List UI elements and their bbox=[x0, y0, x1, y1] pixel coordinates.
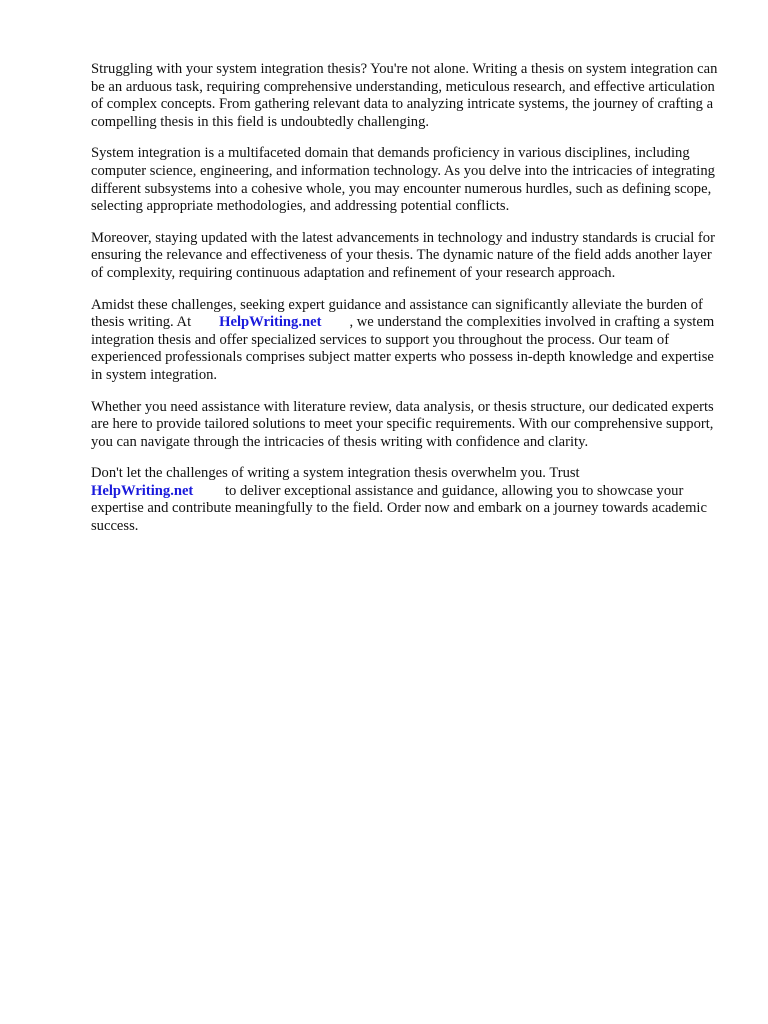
paragraph-support: Whether you need assistance with literature review, data analysis, or thesis structure, our dedicated experts are here to provide tailored solutions to meet your specific requirements. With our comprehensive support, you can navigate through the intricacies of thesis writing with confidence and clarity. bbox=[91, 398, 714, 450]
paragraph-guidance-text-after: , we understand the complexities involved in crafting a system integration thesis and offer specialized services to support you throughout the process. Our team of experienced professionals comprises subject matter experts who possess in-depth knowledge and expertise in system integration. bbox=[91, 314, 715, 383]
paragraph-call-to-action bbox=[91, 465, 721, 535]
paragraph-cta-text-before: Don't let the challenges of writing a system integration thesis overwhelm you. Trust bbox=[91, 465, 580, 482]
helpwriting-link[interactable]: HelpWriting.net bbox=[91, 482, 194, 499]
paragraph-guidance bbox=[91, 297, 721, 385]
document-page bbox=[91, 61, 721, 550]
paragraph-advancements: Moreover, staying updated with the latest advancements in technology and industry standards is crucial for ensuring the relevance and effectiveness of your thesis. The dynamic nature of the field adds another layer of complexity, requiring continuous adaptation and refinement of your research approach. bbox=[91, 229, 715, 281]
paragraph-guidance-text-before: Amidst these challenges, seeking expert guidance and assistance can significantly alleviate the burden of thesis writing. At bbox=[91, 296, 703, 331]
paragraph-domain: System integration is a multifaceted domain that demands proficiency in various disciplines, including computer science, engineering, and information technology. As you delve into the intricacies of integrating different subsystems into a cohesive whole, you may encounter numerous hurdles, such as defining scope, selecting appropriate methodologies, and addressing potential conflicts. bbox=[91, 145, 715, 215]
helpwriting-link[interactable]: HelpWriting.net bbox=[219, 314, 322, 331]
paragraph-cta-text-after: to deliver exceptional assistance and guidance, allowing you to showcase your expertise and contribute meaningfully to the field. Order now and embark on a journey towards academic success. bbox=[91, 482, 707, 535]
paragraph-intro: Struggling with your system integration thesis? You're not alone. Writing a thesis on system integration can be an arduous task, requiring comprehensive understanding, meticulous research, and effective articulation of complex concepts. From gathering relevant data to analyzing intricate systems, the journey of crafting a compelling thesis in this field is undoubtedly challenging. bbox=[91, 61, 718, 130]
